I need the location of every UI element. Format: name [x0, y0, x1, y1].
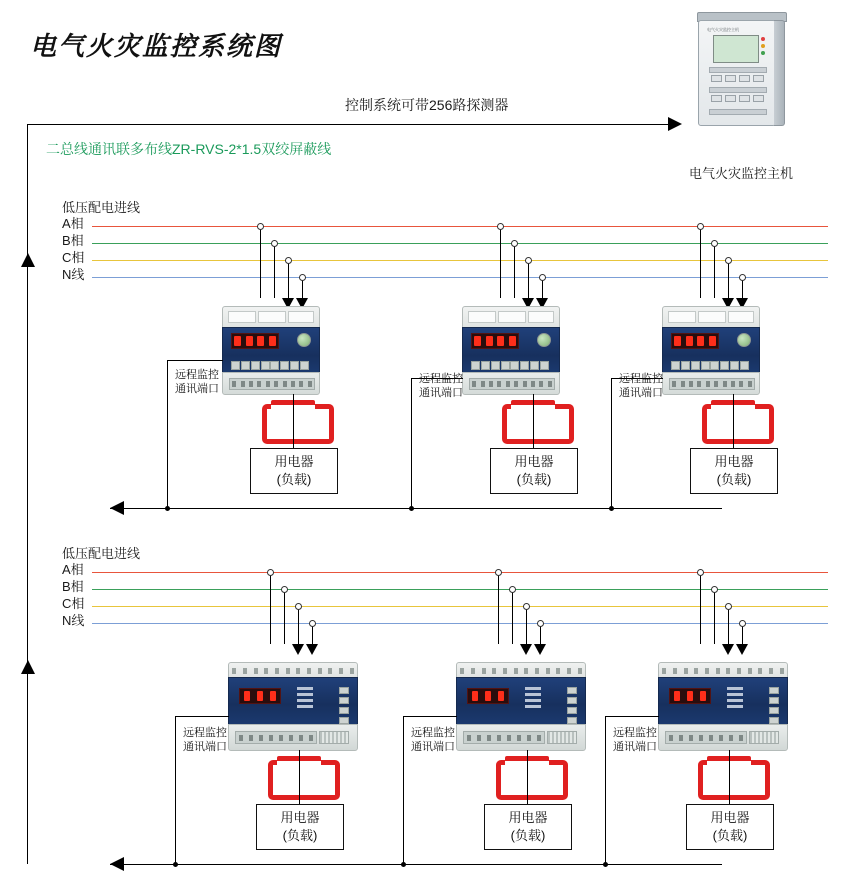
module-display-b2 — [467, 688, 509, 704]
comm-port-label-bottom-3-line2: 通讯端口 — [613, 741, 657, 754]
drop-a-3 — [700, 226, 701, 301]
module-cap-slot-3a — [668, 311, 696, 323]
module-cap-slot-1c — [288, 311, 314, 323]
host-button-6[interactable] — [725, 95, 736, 102]
drop-arrow-b-b2 — [506, 644, 518, 655]
drop-arrow-n-b1 — [306, 644, 318, 655]
host-button-5[interactable] — [711, 95, 722, 102]
comm-bus-top — [110, 508, 722, 509]
tap-n-1 — [299, 274, 306, 281]
comm-port-label-top-2 — [419, 372, 463, 401]
comm-node-top-1 — [165, 506, 170, 511]
drop-c-2 — [528, 260, 529, 301]
module-terminals-b2 — [463, 731, 545, 744]
comm-bus-bottom — [110, 864, 722, 865]
phase-label-n-top: N线 — [62, 267, 85, 282]
tap-a-b3 — [697, 569, 704, 576]
drop-arrow-n-b2 — [534, 644, 546, 655]
host-led-alarm — [761, 37, 765, 41]
comm-port-label-top-2-line1: 远程监控 — [419, 373, 463, 385]
detector-module-bottom-2[interactable] — [456, 662, 584, 750]
comm-port-label-bottom-1-line2: 通讯端口 — [183, 741, 227, 754]
comm-link-bottom-1 — [175, 716, 229, 717]
drop-b-b2 — [512, 589, 513, 647]
drop-arrow-n-b3 — [736, 644, 748, 655]
module-cap-slot-2b — [498, 311, 526, 323]
comm-port-label-top-2-line2: 通讯端口 — [419, 387, 463, 400]
load-label-line1-bottom-3: 用电器 — [710, 810, 750, 826]
load-label-line2-top-1: (负载) — [276, 472, 312, 487]
ct-conductor-b1 — [299, 750, 300, 804]
module-base-2 — [462, 372, 560, 395]
tap-b-3 — [711, 240, 718, 247]
module-terminals-2 — [469, 378, 555, 390]
host-button-8[interactable] — [753, 95, 764, 102]
module-buttons-b1[interactable] — [339, 687, 349, 727]
module-base-vent-b3 — [749, 731, 779, 744]
ct-conductor-b2 — [527, 750, 528, 804]
comm-node-bottom-1 — [173, 862, 178, 867]
comm-port-label-top-1 — [175, 368, 219, 397]
main-bus-vertical — [27, 124, 28, 864]
comm-riser-bottom-2 — [403, 716, 404, 864]
load-label-line2-bottom-3: (负载) — [712, 828, 748, 843]
host-divider-3 — [709, 109, 767, 115]
tap-n-b3 — [739, 620, 746, 627]
phase-line-c-bottom — [92, 606, 828, 607]
load-box-bottom-2 — [484, 804, 572, 850]
drop-b-1 — [274, 243, 275, 301]
tap-c-b2 — [523, 603, 530, 610]
drop-b-b1 — [284, 589, 285, 647]
drop-arrow-c-b2 — [520, 644, 532, 655]
module-terminals-b3 — [665, 731, 747, 744]
drop-a-b2 — [498, 572, 499, 647]
comm-link-top-1 — [167, 360, 223, 361]
host-screen — [713, 35, 759, 63]
module-face-3 — [662, 327, 760, 375]
comm-riser-bottom-1 — [175, 716, 176, 864]
module-terminals-3 — [669, 378, 755, 390]
drop-b-2 — [514, 243, 515, 301]
module-face-b2 — [456, 677, 586, 727]
bus-line-to-host — [27, 124, 672, 125]
module-indicator-3 — [737, 333, 751, 347]
load-label-line2-top-3: (负载) — [716, 472, 752, 487]
tap-a-b2 — [495, 569, 502, 576]
module-cap-slot-1a — [228, 311, 256, 323]
phase-line-a-top — [92, 226, 828, 227]
comm-port-label-bottom-2-line2: 通讯端口 — [411, 741, 455, 754]
drop-arrow-c-b3 — [722, 644, 734, 655]
module-terminals-1 — [229, 378, 315, 390]
load-box-top-1 — [250, 448, 338, 494]
comm-riser-top-3 — [611, 378, 612, 508]
load-label-line1-bottom-2: 用电器 — [508, 810, 548, 826]
tap-n-3 — [739, 274, 746, 281]
ct-core-3 — [702, 404, 774, 444]
comm-riser-bottom-3 — [605, 716, 606, 864]
comm-node-bottom-3 — [603, 862, 608, 867]
tap-a-b1 — [267, 569, 274, 576]
ct-core-b2 — [496, 760, 568, 800]
phase-label-a-bottom: A相 — [62, 562, 84, 577]
comm-port-label-top-3-line1: 远程监控 — [619, 373, 663, 385]
module-cap-slot-3b — [698, 311, 726, 323]
phase-label-c-bottom: C相 — [62, 596, 85, 611]
module-cap-slot-3c — [728, 311, 754, 323]
comm-port-label-top-1-line1: 远程监控 — [175, 369, 219, 381]
drop-c-3 — [728, 260, 729, 301]
ct-conductor-2 — [533, 394, 534, 448]
comm-link-bottom-2 — [403, 716, 457, 717]
load-box-bottom-1 — [256, 804, 344, 850]
module-display-3 — [671, 333, 719, 349]
drop-arrow-b-b1 — [278, 644, 290, 655]
comm-bus-arrow-bottom — [110, 857, 124, 871]
module-button-row-2[interactable] — [471, 361, 549, 369]
comm-port-label-bottom-2 — [411, 726, 455, 755]
drop-a-b3 — [700, 572, 701, 647]
module-leds-b2 — [525, 687, 551, 711]
host-led-fault — [761, 44, 765, 48]
drop-arrow-a-b3 — [694, 644, 706, 655]
host-button-7[interactable] — [739, 95, 750, 102]
host-caption: 电气火灾监控主机 — [688, 166, 793, 181]
page-title: 电气火灾监控系统图 — [30, 32, 283, 61]
module-indicator-2 — [537, 333, 551, 347]
load-label-line1-top-2: 用电器 — [514, 454, 554, 470]
tap-b-b2 — [509, 586, 516, 593]
module-terminals-b1 — [235, 731, 317, 744]
module-cap-slot-2a — [468, 311, 496, 323]
module-leds-b3 — [727, 687, 753, 711]
host-button-2[interactable] — [725, 75, 736, 82]
phase-line-n-bottom — [92, 623, 828, 624]
ct-conductor-1 — [293, 394, 294, 448]
module-base-vent-b1 — [319, 731, 349, 744]
module-buttons-b3[interactable] — [769, 687, 779, 727]
tap-b-b1 — [281, 586, 288, 593]
module-cap-slot-1b — [258, 311, 286, 323]
host-side-panel — [774, 20, 785, 126]
tap-n-b2 — [537, 620, 544, 627]
drop-c-b1 — [298, 606, 299, 647]
incoming-label-top: 低压配电进线 — [62, 200, 141, 215]
ct-core-b1 — [268, 760, 340, 800]
detector-module-bottom-3[interactable] — [658, 662, 786, 750]
module-base-3 — [662, 372, 760, 395]
phase-line-a-bottom — [92, 572, 828, 573]
comm-port-label-top-1-line2: 通讯端口 — [175, 383, 219, 396]
drop-arrow-a-b1 — [264, 644, 276, 655]
ct-core-1 — [262, 404, 334, 444]
detector-module-bottom-1[interactable] — [228, 662, 356, 750]
module-face-b3 — [658, 677, 788, 727]
phase-label-a-top: A相 — [62, 216, 84, 231]
tap-c-1 — [285, 257, 292, 264]
module-display-b1 — [239, 688, 281, 704]
drop-arrow-c-b1 — [292, 644, 304, 655]
tap-b-1 — [271, 240, 278, 247]
phase-label-n-bottom: N线 — [62, 613, 85, 628]
module-indicator-1 — [297, 333, 311, 347]
module-display-1 — [231, 333, 279, 349]
tap-a-2 — [497, 223, 504, 230]
drop-b-b3 — [714, 589, 715, 647]
comm-port-label-top-3-line2: 通讯端口 — [619, 387, 663, 400]
phase-line-n-top — [92, 277, 828, 278]
module-base-1 — [222, 372, 320, 395]
module-display-b3 — [669, 688, 711, 704]
comm-port-label-top-3 — [619, 372, 663, 401]
ct-core-2 — [502, 404, 574, 444]
comm-port-label-bottom-1-line1: 远程监控 — [183, 727, 227, 739]
host-button-1[interactable] — [711, 75, 722, 82]
load-label-line2-bottom-2: (负载) — [510, 828, 546, 843]
comm-port-label-bottom-3 — [613, 726, 657, 755]
ct-conductor-3 — [733, 394, 734, 448]
module-display-2 — [471, 333, 519, 349]
load-label-line2-top-2: (负载) — [516, 472, 552, 487]
comm-bus-arrow-top — [110, 501, 124, 515]
load-box-top-2 — [490, 448, 578, 494]
drop-c-b3 — [728, 606, 729, 647]
tap-b-b3 — [711, 586, 718, 593]
module-base-b2 — [456, 724, 586, 751]
drop-c-1 — [288, 260, 289, 301]
module-face-2 — [462, 327, 560, 375]
drop-c-b2 — [526, 606, 527, 647]
capacity-note: 控制系统可带256路探测器 — [345, 97, 509, 113]
drop-b-3 — [714, 243, 715, 301]
tap-b-2 — [511, 240, 518, 247]
module-base-b3 — [658, 724, 788, 751]
module-face-1 — [222, 327, 320, 375]
host-button-3[interactable] — [739, 75, 750, 82]
comm-riser-top-1 — [167, 360, 168, 508]
module-button-row-3[interactable] — [671, 361, 749, 369]
bus-arrow-up-bottom — [21, 660, 35, 674]
ct-core-b3 — [698, 760, 770, 800]
drop-a-2 — [500, 226, 501, 301]
drop-arrow-a-b2 — [492, 644, 504, 655]
comm-riser-top-2 — [411, 378, 412, 508]
phase-line-c-top — [92, 260, 828, 261]
host-button-4[interactable] — [753, 75, 764, 82]
module-leds-b1 — [297, 687, 323, 711]
tap-c-2 — [525, 257, 532, 264]
comm-port-label-bottom-1 — [183, 726, 227, 755]
drop-a-1 — [260, 226, 261, 301]
host-body — [698, 20, 776, 126]
comm-port-label-bottom-2-line1: 远程监控 — [411, 727, 455, 739]
tap-n-2 — [539, 274, 546, 281]
tap-c-b3 — [725, 603, 732, 610]
module-base-b1 — [228, 724, 358, 751]
host-brand-label: 电气火灾监控主机 — [707, 27, 739, 32]
bus-arrow-to-host — [668, 117, 682, 131]
module-button-row-1[interactable] — [231, 361, 309, 369]
comm-node-top-3 — [609, 506, 614, 511]
phase-label-b-bottom: B相 — [62, 579, 84, 594]
tap-a-3 — [697, 223, 704, 230]
host-divider-2 — [709, 87, 767, 93]
tap-a-1 — [257, 223, 264, 230]
detector-module-top-3[interactable] — [662, 306, 758, 394]
detector-module-top-1[interactable] — [222, 306, 318, 394]
comm-link-bottom-3 — [605, 716, 659, 717]
load-label-line1-bottom-1: 用电器 — [280, 810, 320, 826]
phase-label-b-top: B相 — [62, 233, 84, 248]
bus-note: 二总线通讯联多布线ZR-RVS-2*1.5双绞屏蔽线 — [46, 141, 332, 157]
bus-arrow-up-top — [21, 253, 35, 267]
load-label-line1-top-1: 用电器 — [274, 454, 314, 470]
comm-node-top-2 — [409, 506, 414, 511]
drop-a-b1 — [270, 572, 271, 647]
module-face-b1 — [228, 677, 358, 727]
module-buttons-b2[interactable] — [567, 687, 577, 727]
module-cap-slot-2c — [528, 311, 554, 323]
host-led-power — [761, 51, 765, 55]
detector-module-top-2[interactable] — [462, 306, 558, 394]
comm-port-label-bottom-3-line1: 远程监控 — [613, 727, 657, 739]
load-box-top-3 — [690, 448, 778, 494]
ct-conductor-b3 — [729, 750, 730, 804]
phase-label-c-top: C相 — [62, 250, 85, 265]
tap-c-3 — [725, 257, 732, 264]
tap-c-b1 — [295, 603, 302, 610]
comm-node-bottom-2 — [401, 862, 406, 867]
load-box-bottom-3 — [686, 804, 774, 850]
tap-n-b1 — [309, 620, 316, 627]
module-base-vent-b2 — [547, 731, 577, 744]
incoming-label-bottom: 低压配电进线 — [62, 546, 141, 561]
load-label-line2-bottom-1: (负载) — [282, 828, 318, 843]
drop-arrow-b-b3 — [708, 644, 720, 655]
host-divider-1 — [709, 67, 767, 73]
load-label-line1-top-3: 用电器 — [714, 454, 754, 470]
